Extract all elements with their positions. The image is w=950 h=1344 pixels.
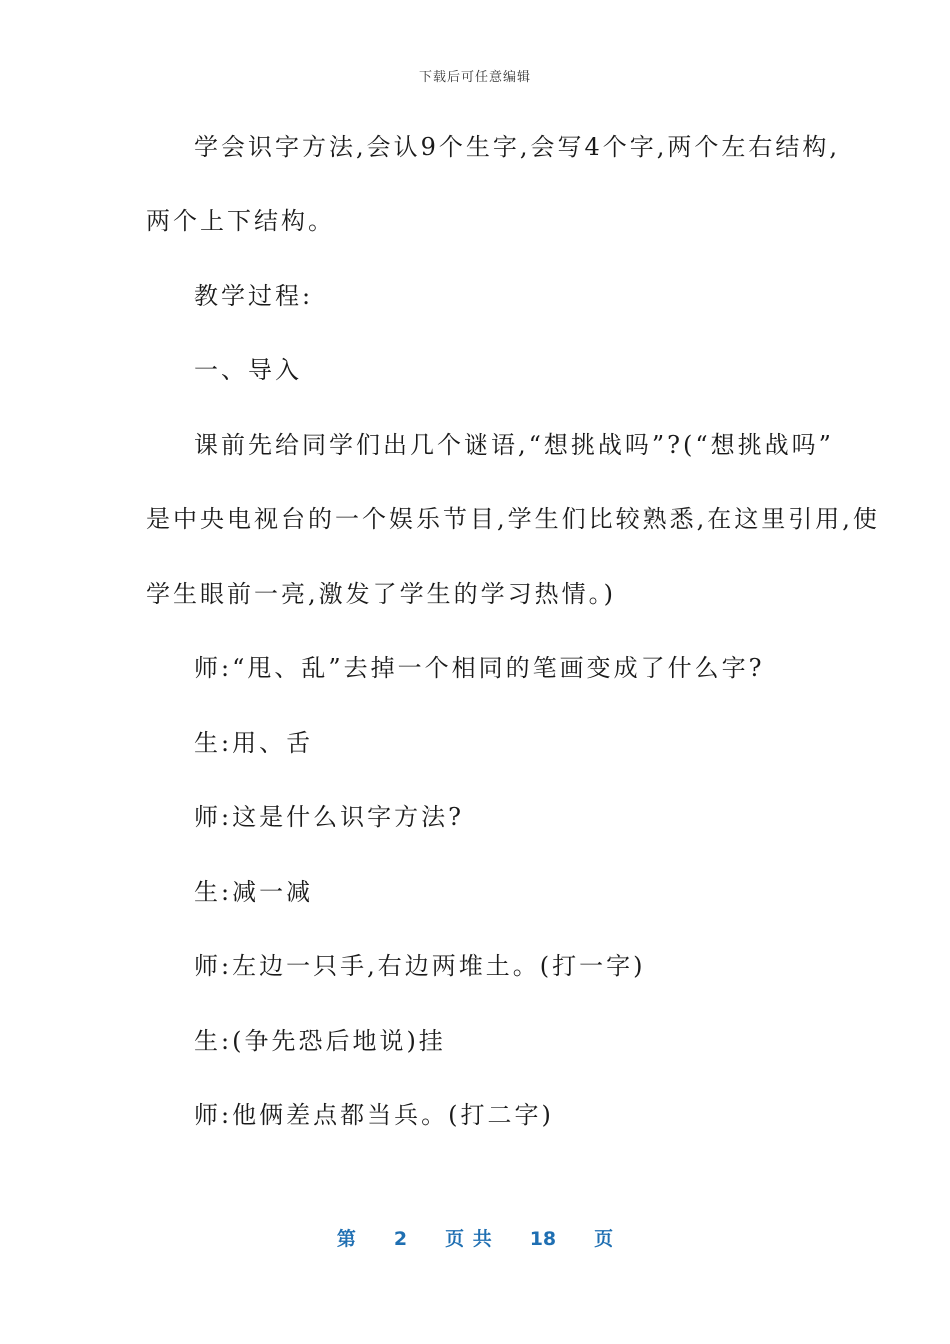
total-pages-number: 18 xyxy=(529,1228,557,1250)
paragraph-line: 是中央电视台的一个娱乐节目,学生们比较熟悉,在这里引用,使 xyxy=(146,505,880,533)
page-suffix: 页 xyxy=(594,1228,614,1250)
page-footer xyxy=(0,1224,950,1251)
download-edit-note: 下载后可任意编辑 xyxy=(418,70,531,85)
section-heading: 教学过程: xyxy=(194,282,314,310)
paragraph-line: 学生眼前一亮,激发了学生的学习热情。) xyxy=(146,580,616,608)
current-page-number: 2 xyxy=(393,1228,408,1250)
paragraph-line: 两个上下结构。 xyxy=(146,207,335,235)
paragraph-line: 学会识字方法,会认9个生字,会写4个字,两个左右结构, xyxy=(194,133,841,161)
page-prefix: 第 xyxy=(336,1228,356,1250)
section-heading: 一、导入 xyxy=(194,356,302,384)
dialogue-line: 生:用、舌 xyxy=(194,729,314,757)
dialogue-line: 师:左边一只手,右边两堆土。(打一字) xyxy=(194,952,646,980)
dialogue-line: 生:减一减 xyxy=(194,878,314,906)
dialogue-line: 生:(争先恐后地说)挂 xyxy=(194,1027,446,1055)
dialogue-line: 师:“甩、乱”去掉一个相同的笔画变成了什么字? xyxy=(194,654,765,682)
page-mid: 页 共 xyxy=(445,1228,492,1250)
dialogue-line: 师:他俩差点都当兵。(打二字) xyxy=(194,1101,554,1129)
dialogue-line: 师:这是什么识字方法? xyxy=(194,803,464,831)
paragraph-line: 课前先给同学们出几个谜语,“想挑战吗”?(“想挑战吗” xyxy=(194,431,834,459)
